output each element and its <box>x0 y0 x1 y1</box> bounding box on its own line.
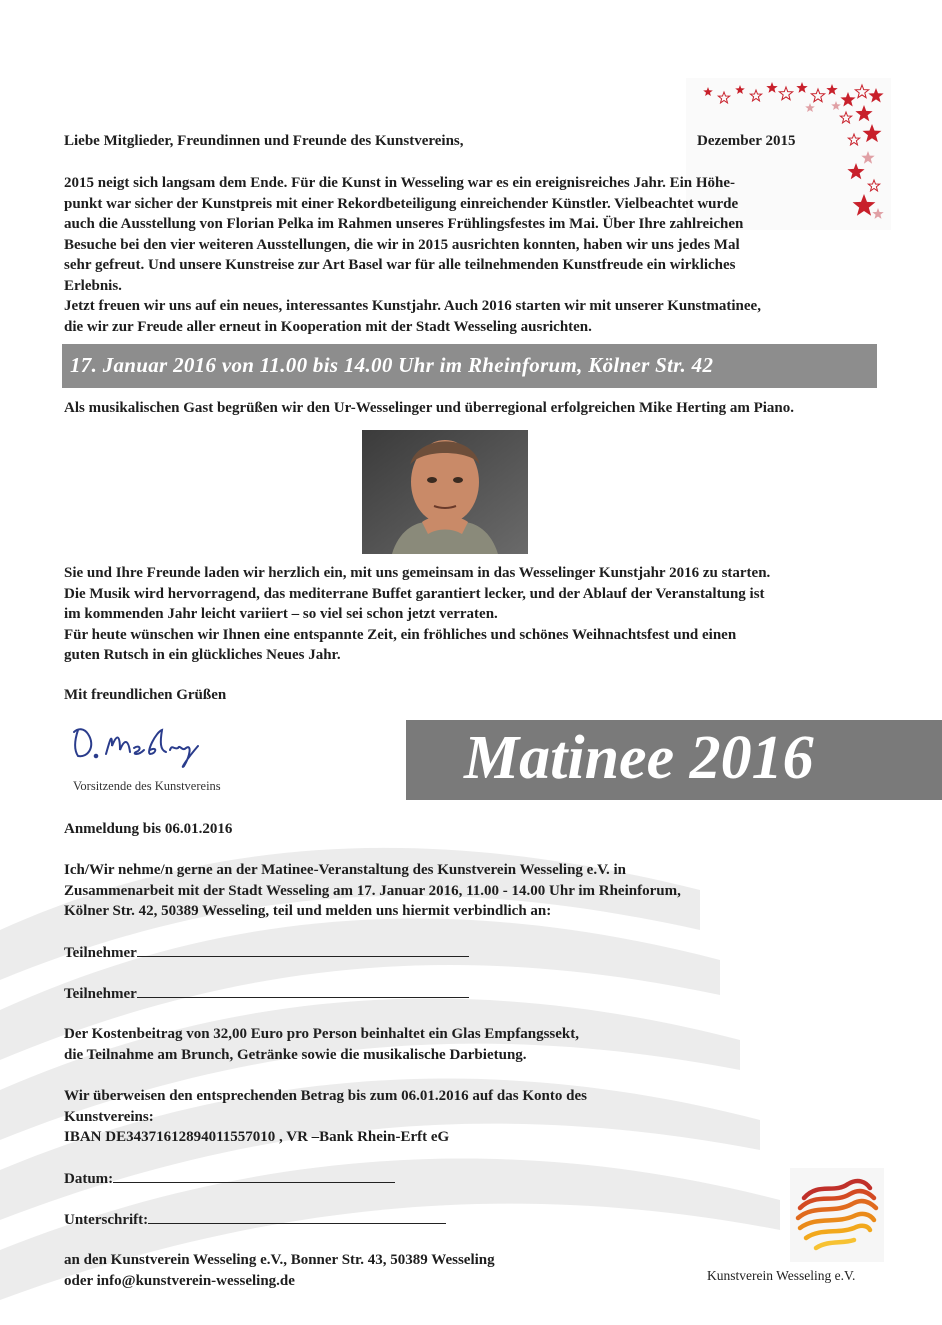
signature-caption: Vorsitzende des Kunstvereins <box>73 779 221 793</box>
letter-date: Dezember 2015 <box>697 133 796 149</box>
registration-intro-line: Kölner Str. 42, 50389 Wesseling, teil und melden uns hiermit verbindlich an: <box>64 903 552 919</box>
event-banner-text: 17. Januar 2016 von 11.00 bis 14.00 Uhr im Rheinforum, Kölner Str. 42 <box>70 353 714 377</box>
event-banner <box>62 344 877 388</box>
invitation-paragraph-line: guten Rutsch in ein glückliches Neues Jahr. <box>64 647 341 663</box>
invitation-paragraph-line: Sie und Ihre Freunde laden wir herzlich ein, mit uns gemeinsam in das Wesselinger Kunstjahr 2016 zu starten. <box>64 565 771 581</box>
intro-paragraph-line: sehr gefreut. Und unsere Kunstreise zur Art Basel war für alle teilnehmenden Kunstfreude ein wirkliches <box>64 257 736 273</box>
intro-paragraph-line: die wir zur Freude aller erneut in Kooperation mit der Stadt Wesseling ausrichten. <box>64 318 592 335</box>
intro-paragraph-line: auch die Ausstellung von Florian Pelka im Rahmen unseres Frühlingsfestes im Mai. Über Ihre zahlreichen <box>64 216 744 232</box>
intro-paragraph-line: Erlebnis. <box>64 277 122 294</box>
participant-2-line[interactable] <box>137 983 469 998</box>
cost-paragraph <box>64 1024 834 1065</box>
registration-intro-line: Zusammenarbeit mit der Stadt Wesseling am 17. Januar 2016, 11.00 - 14.00 Uhr im Rheinforum, <box>64 882 681 899</box>
signature-line[interactable] <box>148 1209 446 1224</box>
address-paragraph-line: an den Kunstverein Wesseling e.V., Bonner Str. 43, 50389 Wesseling <box>64 1252 495 1268</box>
payment-paragraph-line: Wir überweisen den entsprechenden Betrag bis zum 06.01.2016 auf das Konto des <box>64 1088 587 1104</box>
closing: Mit freundlichen Grüßen <box>64 687 227 703</box>
participant-1-label: Teilnehmer <box>64 945 137 961</box>
address-paragraph-line: oder info@kunstverein-wesseling.de <box>64 1272 295 1289</box>
cost-paragraph-line: Der Kostenbeitrag von 32,00 Euro pro Person beinhaltet ein Glas Empfangssekt, <box>64 1026 580 1042</box>
date-field[interactable] <box>64 1168 395 1190</box>
intro-paragraph <box>64 173 834 337</box>
invitation-paragraph-line: Für heute wünschen wir Ihnen eine entspannte Zeit, ein fröhliches und schönes Weihnachtsfest und einen <box>64 626 737 643</box>
payment-paragraph <box>64 1086 834 1148</box>
salutation: Liebe Mitglieder, Freundinnen und Freunde des Kunstvereins, <box>64 133 464 149</box>
date-label: Datum: <box>64 1171 114 1187</box>
participant-1-field[interactable] <box>64 942 469 964</box>
invitation-paragraph <box>64 563 834 666</box>
payment-paragraph-line: Kunstvereins: <box>64 1108 154 1125</box>
participant-1-line[interactable] <box>137 942 469 957</box>
invitation-paragraph-line: im kommenden Jahr leicht variiert – so viel sei schon jetzt verraten. <box>64 606 498 622</box>
signature-field[interactable] <box>64 1209 446 1231</box>
signature-label: Unterschrift: <box>64 1212 149 1228</box>
guest-announcement: Als musikalischen Gast begrüßen wir den Ur-Wesselinger und überregional erfolgreichen Mike Herting am Piano. <box>64 400 794 416</box>
registration-deadline: Anmeldung bis 06.01.2016 <box>64 821 233 837</box>
participant-2-label: Teilnehmer <box>64 986 137 1002</box>
matinee-title-banner <box>406 720 942 800</box>
portrait-photo <box>362 430 528 554</box>
signature-image <box>66 716 216 780</box>
registration-intro <box>64 860 834 922</box>
participant-2-field[interactable] <box>64 983 469 1005</box>
cost-paragraph-line: die Teilnahme am Brunch, Getränke sowie die musikalische Darbietung. <box>64 1046 527 1063</box>
intro-paragraph-line: punkt war sicher der Kunstpreis mit einer Rekordbeteiligung einreichender Künstler. Vielbeachtet wurde <box>64 195 739 212</box>
matinee-title: Matinee 2016 <box>464 724 814 792</box>
invitation-paragraph-line: Die Musik wird hervorragend, das mediterrane Buffet garantiert lecker, und der Ablauf der Veranstaltung ist <box>64 585 765 602</box>
logo-caption: Kunstverein Wesseling e.V. <box>707 1268 856 1283</box>
date-line[interactable] <box>113 1168 395 1183</box>
kunstverein-logo-icon <box>790 1168 884 1262</box>
intro-paragraph-line: Jetzt freuen wir uns auf ein neues, interessantes Kunstjahr. Auch 2016 starten wir mit unserer Kunstmatinee, <box>64 298 761 314</box>
intro-paragraph-line: 2015 neigt sich langsam dem Ende. Für die Kunst in Wesseling war es ein ereignisreiches Jahr. Ein Höhe- <box>64 175 736 191</box>
registration-intro-line: Ich/Wir nehme/n gerne an der Matinee-Veranstaltung des Kunstverein Wesseling e.V. in <box>64 862 626 878</box>
intro-paragraph-line: Besuche bei den vier weiteren Ausstellungen, die wir in 2015 ausrichten konnten, haben wir uns jedes Mal <box>64 236 740 253</box>
payment-paragraph-line: IBAN DE34371612894011557010 , VR –Bank Rhein-Erft eG <box>64 1129 450 1145</box>
